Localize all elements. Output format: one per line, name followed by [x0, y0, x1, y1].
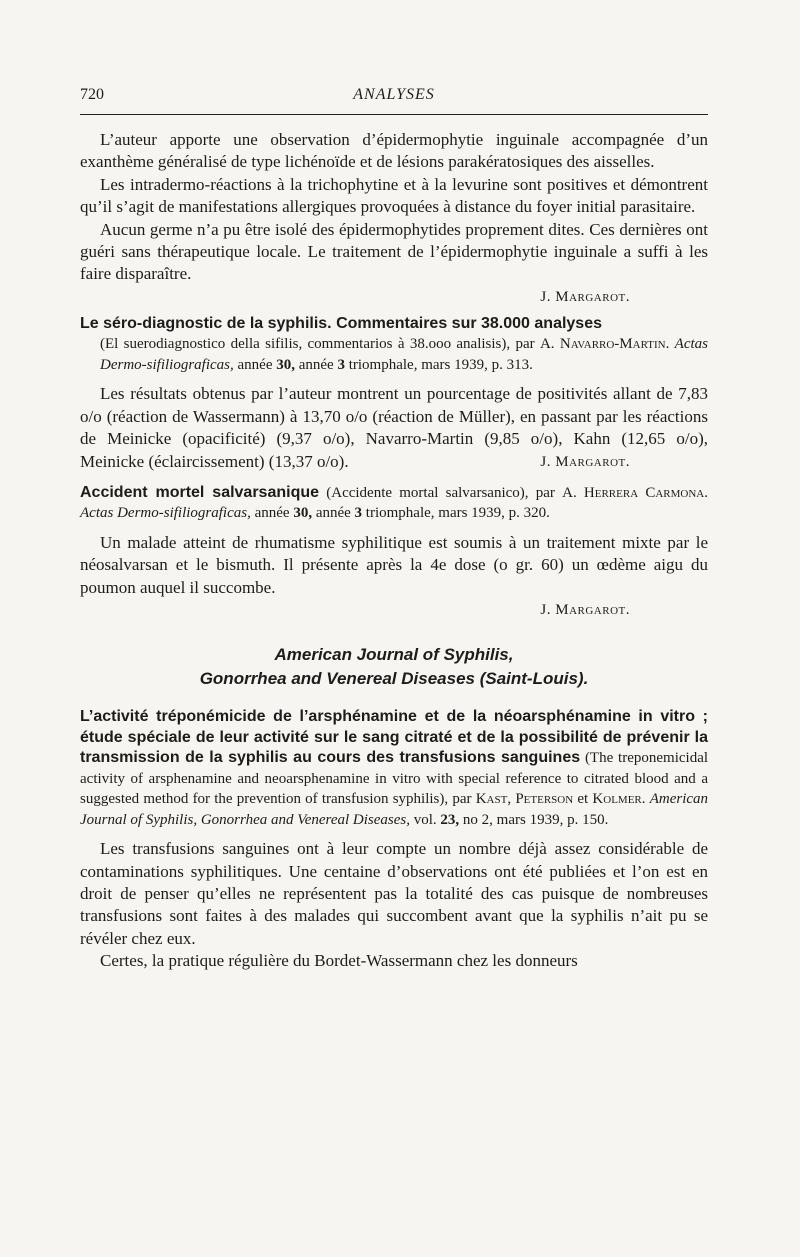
journal-heading-line-1: American Journal of Syphilis,: [274, 645, 514, 665]
article1-paragraph-1: L’auteur apporte une observation d’épidermophytie inguinale accompagnée d’un exanthème généralisé de type lichénoïde et de lésions parakératosiques des aisselles.: [80, 130, 708, 172]
article2-ref-d: triomphale, mars 1939, p. 313.: [348, 356, 533, 373]
article2-journal: Actas Dermo-sifiliograficas,: [100, 336, 708, 373]
article4-ref-c: no 2, mars 1939, p. 150.: [462, 811, 609, 828]
article3-title: Accident mortel salvarsanique: [80, 483, 320, 501]
article2-ref-b: année: [237, 356, 273, 373]
article3-journal: Actas Dermo-sifiliograficas,: [80, 505, 251, 522]
article2-reference: [80, 314, 708, 376]
article4-author-kolmer: Kolmer.: [592, 791, 646, 808]
article4-paragraph-1: Les transfusions sanguines ont à leur compte un nombre déjà assez considérable de contaminations syphilitiques. Une centaine d’observations ont été publiées et l’on est en droit de penser qu’elles ne représentent pas la totalité des cas puisque de nombreuses transfusions sont faites à des malades qui succombent avant que la syphilis n’ait pu se révéler chez eux.: [80, 839, 708, 948]
article4-author-kast: Kast,: [475, 791, 512, 808]
article2-volume: 30,: [276, 356, 295, 373]
article1-signature: J. Margarot.: [540, 288, 630, 305]
page-number: 720: [80, 86, 104, 103]
article1-paragraph-3: Aucun germe n’a pu être isolé des épidermophytides proprement dites. Ces dernières ont guéri sans thérapeutique locale. Le traitement de l’épidermophytie inguinale a suffi à les faire disparaître.: [80, 219, 708, 284]
running-title: ANALYSES: [353, 86, 435, 103]
article3-volume: 30,: [293, 505, 313, 522]
article3-signature: J. Margarot.: [540, 602, 630, 619]
article4-ref-a: (The treponemicidal activity of arsphenamine and neoarsphenamine in vitro with special reference to citrated blood and a suggested method for the prevention of transfusion syphilis), par: [80, 750, 709, 808]
page-header: [80, 80, 708, 108]
journal-heading: [80, 643, 708, 691]
article3-ref-d: triomphale, mars 1939, p. 320.: [365, 505, 550, 522]
article4-volume: 23,: [440, 811, 460, 828]
article2-ref-c: année: [298, 356, 334, 373]
article4-journal: American Journal of Syphilis, Gonorrhea and Venereal Diseases,: [80, 791, 709, 828]
article4-author-peterson: Peterson: [515, 791, 574, 808]
article2-author: A. Navarro-Martin.: [539, 336, 670, 353]
article3-ref-c: année: [315, 505, 351, 522]
article2-ref-a: (El suerodiagnostico della sifilis, commentarios à 38.ooo analisis), par: [100, 336, 535, 353]
article2-signature: J. Margarot.: [540, 453, 630, 470]
journal-heading-line-2: Gonorrhea and Venereal Diseases (Saint-Louis).: [199, 669, 589, 689]
article4-reference: [80, 707, 708, 830]
article1-paragraph-2: Les intradermo-réactions à la trichophytine et à la levurine sont positives et démontrent qu’il s’agit de manifestations allergiques provoquées à distance du foyer initial parasitaire.: [80, 174, 708, 217]
article4-title: L’activité tréponémicide de l’arsphénamine et de la néoarsphénamine in vitro ; étude spéciale de leur activité sur le sang citraté et de la possibilité de prévenir la transmission de la syphilis au cours des transfusions sanguines: [80, 708, 708, 767]
article2-body: Les résultats obtenus par l’auteur montrent un pourcentage de positivités allant de 7,83 o/o (réaction de Wassermann) à 13,70 o/o (réaction de Müller), en passant par les réactions de Meinicke (opacificité) (9,37 o/o), Navarro-Martin (9,85 o/o), Kahn (12,65 o/o), Meinicke (éclaircissement) (13,37 o/o).: [80, 384, 708, 471]
article4-ref-b: vol.: [413, 811, 437, 828]
article3-reference: [80, 483, 708, 524]
article3-author: A. Herrera Carmona.: [562, 484, 708, 501]
article3-ref-a: (Accidente mortal salvarsanico), par: [326, 484, 555, 501]
article3-ref-b: année: [254, 505, 290, 522]
article4-author-conj: et: [577, 791, 589, 808]
article4-paragraph-2: Certes, la pratique régulière du Bordet-Wassermann chez les donneurs: [100, 951, 578, 971]
article3-year-num: 3: [354, 505, 363, 522]
article2-title: Le séro-diagnostic de la syphilis. Commentaires sur 38.000 analyses: [80, 314, 602, 332]
page: [80, 80, 708, 973]
article2-year-num: 3: [337, 356, 345, 373]
article3-body: Un malade atteint de rhumatisme syphilitique est soumis à un traitement mixte par le néosalvarsan et le bismuth. Il présente après la 4e dose (o gr. 60) un œdème aigu du poumon auquel il succombe.: [80, 532, 708, 597]
